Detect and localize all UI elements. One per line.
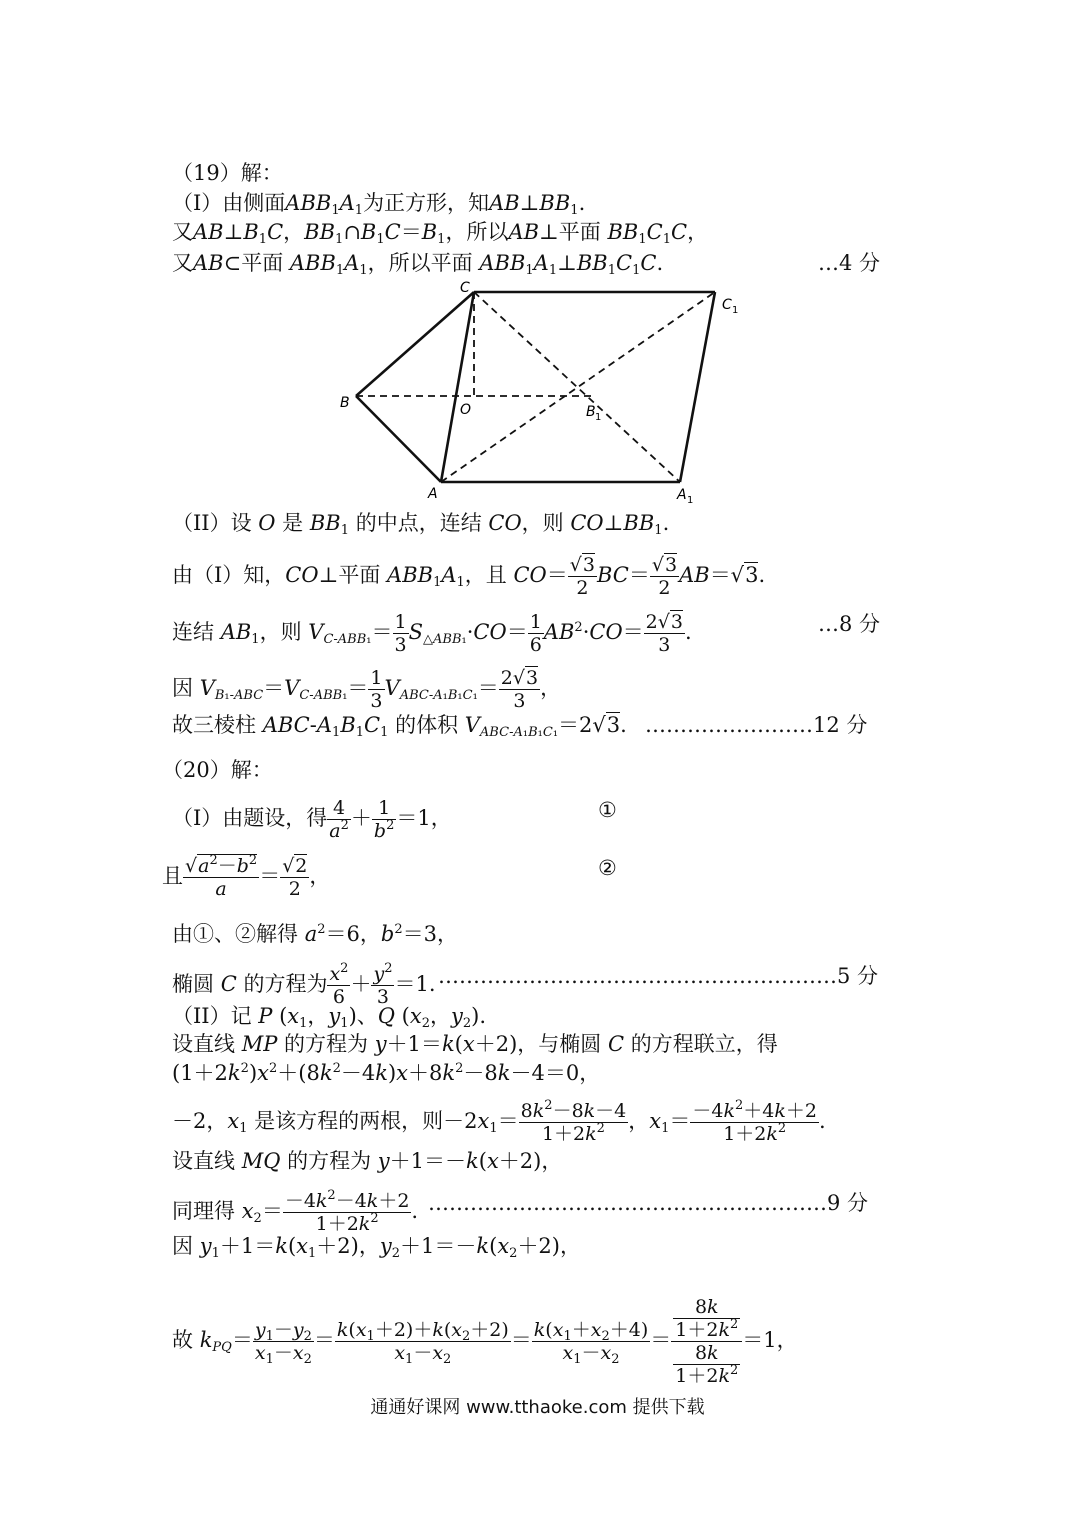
p20-line-2: 且 $\frac{√a^2-b^2}{a}$ ＝ $\frac{√2}{2}$ ， — [162, 853, 331, 900]
label-B: B — [340, 395, 350, 411]
label-B1: B — [586, 404, 596, 420]
label-A1-sub: 1 — [687, 495, 694, 506]
p19-line-4: （II）设 O 是 $BB_1$ 的中点，连结 CO，则 $CO\perp BB_1$. — [172, 511, 670, 538]
p20-line-1: （I）由题设，得 $\frac{4}{a^2}$ ＋ $\frac{1}{b^2}$ ＝1， — [172, 797, 452, 842]
label-C: C — [460, 280, 470, 296]
footer-credit: 通通好课网 www.tthaoke.com 提供下载 — [370, 1397, 705, 1418]
label-A: A — [428, 486, 438, 502]
p20-line-6: 设直线 MP 的方程为 y＋1＝k(x＋2)，与椭圆 C 的方程联立，得 — [172, 1032, 778, 1056]
p20-line-11: 因 $y_1+1=k(x_1+2)$，$y_2+1=-k(x_2+2)$， — [172, 1234, 581, 1261]
p20-line-4: 椭圆 C 的方程为 $\frac{x^2}{6}$ ＋ $\frac{y^2}{3}$ ＝1. — [172, 961, 436, 1008]
score-9: …………………………………………………9 分 — [428, 1191, 869, 1215]
score-4: …4 分 — [818, 251, 881, 275]
p19-line-7: 因 $V_{B_1-ABC}=V_{C-ABB_1}=$ $\frac{1}{3}$ $V_{ABC-A_1B_1C_1}=$ $\frac{2√3}{3}$ ， — [172, 667, 562, 712]
problem-19-header: （19）解： — [172, 161, 283, 185]
label-C1-sub: 1 — [732, 305, 739, 316]
p20-line-3: 由①、②解得 $a^2=6$，$b^2=3$， — [172, 922, 458, 946]
score-5: …………………………………………………5 分 — [438, 964, 879, 988]
score-8: …8 分 — [818, 612, 881, 636]
p20-line-10: 同理得 $x_2=$ $\frac{-4k^2-4k+2}{1+2k^2}$ . — [172, 1188, 419, 1235]
label-O: O — [460, 402, 472, 418]
p19-line-8: 故三棱柱 ABC-$A_1B_1C_1$ 的体积 $V_{ABC-A_1B_1C_1}=2√3$. — [172, 713, 627, 740]
p20-line-5: （II）记 P ($x_1$，$y_1$)、Q ($x_2$，$y_2$). — [172, 1004, 487, 1031]
equation-marker-1: ① — [598, 798, 617, 822]
label-A1: A — [677, 487, 687, 503]
problem-20-header: （20）解： — [162, 758, 273, 782]
p19-line-3: 又AB⊂平面 $ABB_1A_1$，所以平面 $ABB_1A_1\perp BB_1C_1C$. — [172, 251, 664, 278]
p19-line-6: 连结 $AB_1$，则 $V_{C-ABB_1}=$ $\frac{1}{3}$ $S_{\triangle ABB_1}\cdot CO=$ $\frac{1}{6}$ $AB^2\cdot CO=$ $\frac{2√3}{3}$ . — [172, 611, 692, 656]
prism-figure — [330, 278, 750, 508]
p20-line-8: －2，$x_1$ 是该方程的两根，则$-2x_1=$ $\frac{8k^2-8k-4}{1+2k^2}$ ，$x_1=$ $\frac{-4k^2+4k+2}{1+2k^2}$ . — [172, 1098, 826, 1145]
label-C1: C — [722, 297, 732, 313]
equation-marker-2: ② — [598, 856, 617, 880]
p19-line-5: 由（I）知，CO⊥平面 $ABB_1A_1$，且 CO＝ $\frac{√3}{2}$ BC＝ $\frac{√3}{2}$ AB＝√3. — [172, 554, 766, 599]
p20-line-9: 设直线 MQ 的方程为 y＋1＝－k(x＋2)， — [172, 1149, 563, 1173]
p19-line-2: 又$AB\perp B_1C$，$BB_1\cap B_1C=B_1$，所以AB⊥平面 $BB_1C_1C$， — [172, 220, 709, 247]
p19-line-1: （I）由侧面$ABB_1A_1$为正方形，知$AB\perp BB_1$. — [172, 191, 586, 218]
p20-line-7: $(1+2k^2)x^2+(8k^2-4k)x+8k^2-8k-4=0$， — [172, 1061, 601, 1085]
p20-line-12: 故 $k_{PQ}=$ $\frac{y_1-y_2}{x_1-x_2}$ ＝ $\frac{k(x_1+2)+k(x_2+2)}{x_1-x_2}$ ＝ $\frac{k(x_1+x_2+4)}{x_1-x_2}$ ＝ 8k $1+2k^2$ 8k $1+2k^2$ ＝1， — [172, 1296, 798, 1387]
label-B1-sub: 1 — [595, 412, 602, 423]
score-12: ……………………12 分 — [645, 713, 868, 737]
